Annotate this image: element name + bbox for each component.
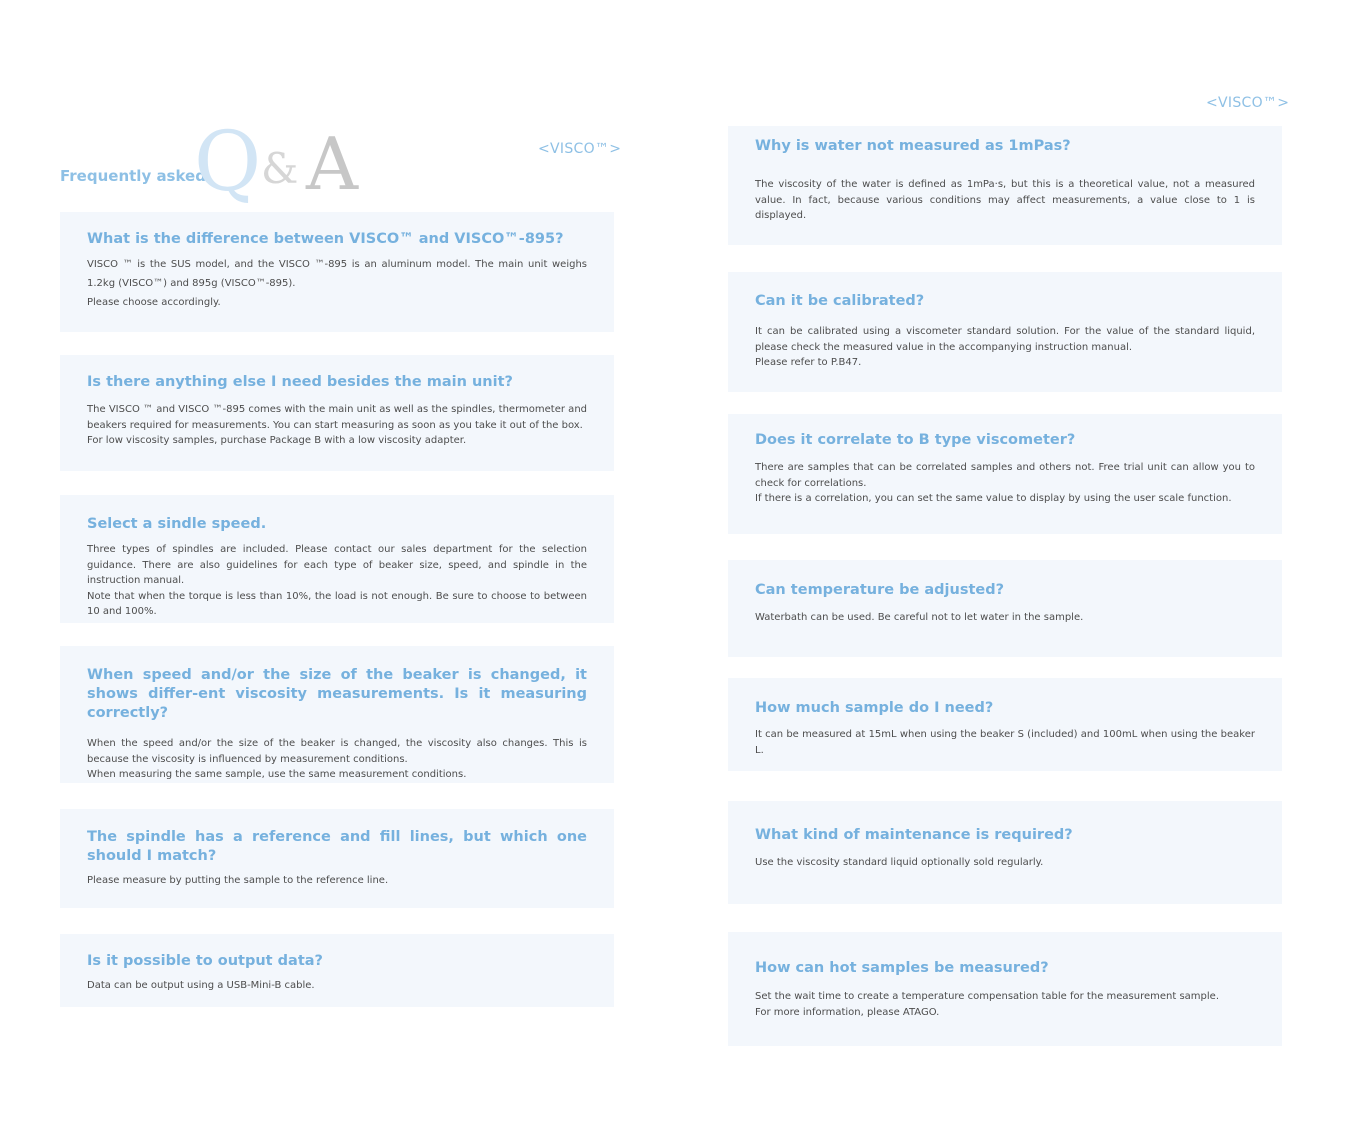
faq-card <box>728 126 1282 245</box>
faq-question: Does it correlate to B type viscometer? <box>755 432 1076 448</box>
faq-header <box>60 115 380 214</box>
answer-paragraph: When measuring the same sample, use the same measurement conditions. <box>87 769 467 780</box>
faq-answer <box>755 177 1255 224</box>
faq-answer <box>755 855 1255 871</box>
faq-question: How can hot samples be measured? <box>755 960 1049 976</box>
faq-question: How much sample do I need? <box>755 700 994 716</box>
answer-paragraph: For more information, please ATAGO. <box>755 1006 940 1018</box>
faq-question: Can temperature be adjusted? <box>755 582 1005 598</box>
faq-question: The spindle has a reference and fill lines, but which one should I match? <box>87 829 587 864</box>
faq-answer <box>87 402 587 449</box>
answer-paragraph: Please choose accordingly. <box>87 297 221 308</box>
faq-question: Is it possible to output data? <box>87 953 323 969</box>
faq-answer <box>755 727 1255 758</box>
faq-answer <box>755 610 1255 626</box>
faq-answer <box>87 978 587 994</box>
faq-answer <box>87 542 587 620</box>
faq-card <box>60 934 614 1007</box>
faq-card <box>728 414 1282 534</box>
faq-answer <box>755 460 1255 507</box>
answer-paragraph: Three types of spindles are included. Please contact our sales department for the selection guidance. There are also guidelines for each type of beaker size, speed, and spindle in the instruction manual. <box>87 544 587 586</box>
product-tag-right: <VISCO™> <box>1206 95 1290 111</box>
answer-paragraph: Use the viscosity standard liquid optionally sold regularly. <box>755 857 1044 868</box>
answer-paragraph: It can be measured at 15mL when using the beaker S (included) and 100mL when using the beaker L. <box>755 729 1255 756</box>
faq-answer <box>87 255 587 312</box>
faq-question: Is there anything else I need besides the main unit? <box>87 374 513 390</box>
faq-card <box>728 272 1282 392</box>
answer-paragraph: Please refer to P.B47. <box>755 357 862 368</box>
answer-paragraph: Data can be output using a USB-Mini-B cable. <box>87 980 315 991</box>
faq-card <box>728 560 1282 657</box>
faq-question: What is the difference between VISCO™ and VISCO™-895? <box>87 231 564 247</box>
faq-card <box>60 809 614 908</box>
answer-paragraph: Note that when the torque is less than 10%, the load is not enough. Be sure to choose to between 10 and 100%. <box>87 590 587 617</box>
answer-paragraph: It can be calibrated using a viscometer standard solution. For the value of the standard liquid, please check the measured value in the accompanying instruction manual. <box>755 326 1255 353</box>
faq-question: What kind of maintenance is required? <box>755 827 1073 843</box>
answer-paragraph: Please measure by putting the sample to the reference line. <box>87 875 389 886</box>
answer-paragraph: The VISCO ™ and VISCO ™-895 comes with the main unit as well as the spindles, thermometer and beakers required for measurements. You can start measuring as soon as you take it out of the box. <box>87 404 587 431</box>
faq-question: Can it be calibrated? <box>755 293 925 309</box>
answer-paragraph: There are samples that can be correlated samples and others not. Free trial unit can allow you to check for correlations. <box>755 462 1255 489</box>
answer-paragraph: Set the wait time to create a temperature compensation table for the measurement sample. <box>755 991 1219 1002</box>
faq-card <box>60 646 614 783</box>
faq-card <box>728 678 1282 771</box>
faq-question: Select a sindle speed. <box>87 516 267 532</box>
faq-answer <box>87 736 587 783</box>
faq-answer <box>755 324 1255 371</box>
answer-paragraph: If there is a correlation, you can set the same value to display by using the user scale function. <box>755 493 1232 504</box>
q-letter: Q <box>194 115 262 210</box>
a-letter: A <box>306 122 358 206</box>
faq-card <box>728 932 1282 1046</box>
faq-card <box>60 355 614 471</box>
answer-paragraph: Waterbath can be used. Be careful not to let water in the sample. <box>755 612 1084 623</box>
faq-answer <box>87 873 587 889</box>
faq-card <box>728 801 1282 904</box>
faq-answer <box>755 989 1255 1020</box>
ampersand: & <box>261 144 299 193</box>
answer-paragraph: The viscosity of the water is defined as 1mPa·s, but this is a theoretical value, not a measured value. In fact, because various conditions may affect measurements, a value close to 1 is displayed. <box>755 179 1255 221</box>
faq-card <box>60 495 614 623</box>
answer-paragraph: VISCO ™ is the SUS model, and the VISCO ™-895 is an aluminum model. The main unit weighs 1.2kg (VISCO™) and 895g (VISCO™-895). <box>87 259 587 289</box>
frequently-asked-label: Frequently asked <box>60 167 206 185</box>
faq-question: When speed and/or the size of the beaker is changed, it shows differ-ent viscosity measurements. Is it measuring correctly? <box>87 667 587 721</box>
answer-paragraph: When the speed and/or the size of the beaker is changed, the viscosity also changes. This is because the viscosity is influenced by measurement conditions. <box>87 738 587 765</box>
answer-paragraph: For low viscosity samples, purchase Package B with a low viscosity adapter. <box>87 435 467 446</box>
faq-question: Why is water not measured as 1mPas? <box>755 138 1071 154</box>
product-tag-left: <VISCO™> <box>538 141 622 157</box>
faq-card <box>60 212 614 332</box>
